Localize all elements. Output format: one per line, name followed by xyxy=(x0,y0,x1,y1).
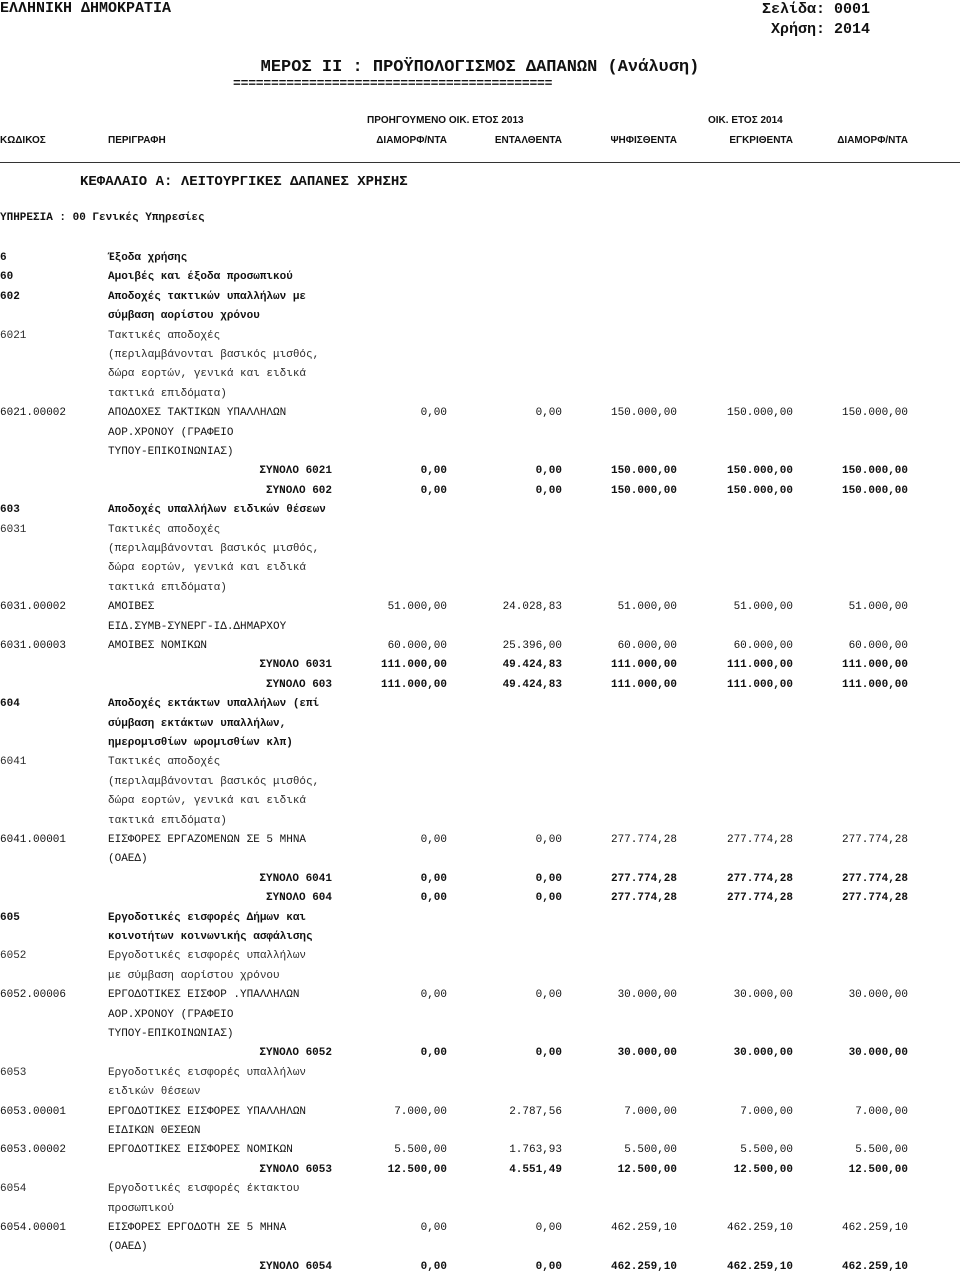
value-voted: 60.000,00 xyxy=(617,640,677,652)
table-row xyxy=(0,446,960,465)
value-voted: 111.000,00 xyxy=(610,659,677,672)
value-committed: 0,00 xyxy=(535,1047,562,1060)
table-row xyxy=(0,1086,960,1105)
table-row xyxy=(0,737,960,756)
value-adjusted-prev: 0,00 xyxy=(420,407,447,420)
table-row xyxy=(0,1203,960,1222)
table-row xyxy=(0,271,960,290)
row-description: Αποδοχές εκτάκτων υπαλλήλων (επί xyxy=(108,698,320,711)
value-adjusted-curr: 150.000,00 xyxy=(841,407,908,420)
value-adjusted-curr: 277.774,28 xyxy=(841,872,908,885)
value-adjusted-curr: 30.000,00 xyxy=(848,1047,908,1060)
row-code: 6053.00001 xyxy=(0,1105,67,1118)
value-voted: 51.000,00 xyxy=(617,601,677,614)
table-row xyxy=(0,989,960,1008)
row-total-label: ΣΥΝΟΛΟ 6021 xyxy=(259,465,332,478)
row-description: Εργοδοτικές εισφορές Δήμων και xyxy=(108,911,307,924)
table-row xyxy=(0,1067,960,1086)
service-heading: ΥΠΗΡΕΣΙΑ : 00 Γενικές Υπηρεσίες xyxy=(0,212,205,224)
value-committed: 49.424,83 xyxy=(502,659,562,672)
row-code: 6054 xyxy=(0,1183,27,1196)
row-description: ΕΙΔΙΚΩΝ ΘΕΣΕΩΝ xyxy=(108,1125,201,1137)
table-row xyxy=(0,718,960,737)
row-code: 6031.00002 xyxy=(0,601,67,614)
table-row xyxy=(0,912,960,931)
row-description: ΕΡΓΟΔΟΤΙΚΕΣ ΕΙΣΦΟΡ .ΥΠΑΛΛΗΛΩΝ xyxy=(108,989,300,1002)
row-code: 60 xyxy=(0,271,14,284)
row-description: Αποδοχές τακτικών υπαλλήλων με xyxy=(108,290,307,303)
table-row xyxy=(0,640,960,659)
value-adjusted-curr: 277.774,28 xyxy=(841,892,908,905)
col-header-code: ΚΩΔΙΚΟΣ xyxy=(0,135,46,146)
value-adjusted-prev: 0,00 xyxy=(420,1260,447,1273)
table-row xyxy=(0,349,960,368)
value-approved: 12.500,00 xyxy=(733,1163,793,1176)
row-description: ειδικών θέσεων xyxy=(108,1086,201,1099)
value-adjusted-curr: 51.000,00 xyxy=(848,601,908,614)
table-row xyxy=(0,368,960,387)
value-approved: 111.000,00 xyxy=(726,659,793,672)
page-info xyxy=(762,0,870,40)
row-description: ΤΥΠΟΥ-ΕΠΙΚΟΙΝΩΝΙΑΣ) xyxy=(108,446,234,458)
row-total-label: ΣΥΝΟΛΟ 604 xyxy=(265,892,332,905)
row-description: ΑΜΟΙΒΕΣ ΝΟΜΙΚΩΝ xyxy=(108,640,208,652)
value-adjusted-curr: 462.259,10 xyxy=(841,1260,908,1273)
row-code: 6021.00002 xyxy=(0,407,67,420)
row-description: κοινοτήτων κοινωνικής ασφάλισης xyxy=(108,931,313,943)
value-adjusted-curr: 12.500,00 xyxy=(848,1163,908,1176)
col-header-voted: ΨΗΦΙΣΘΕΝΤΑ xyxy=(610,135,677,146)
row-code: 6053 xyxy=(0,1066,27,1079)
row-description: τακτικά επιδόματα) xyxy=(108,387,227,400)
value-voted: 30.000,00 xyxy=(617,1047,677,1060)
value-committed: 0,00 xyxy=(535,465,562,478)
value-approved: 7.000,00 xyxy=(740,1105,793,1118)
value-approved: 150.000,00 xyxy=(726,407,793,420)
value-approved: 462.259,10 xyxy=(726,1222,793,1234)
value-committed: 0,00 xyxy=(535,1222,562,1234)
row-description: δώρα εορτών, γενικά και ειδικά xyxy=(108,795,307,808)
row-total-label: ΣΥΝΟΛΟ 6053 xyxy=(259,1163,332,1176)
row-description: ΕΙΔ.ΣΥΜΒ-ΣΥΝΕΡΓ-ΙΔ.ΔΗΜΑΡΧΟΥ xyxy=(108,620,287,633)
row-description: ΑΜΟΙΒΕΣ xyxy=(108,601,155,614)
value-adjusted-curr: 30.000,00 xyxy=(848,989,908,1002)
row-code: 6052.00006 xyxy=(0,989,67,1002)
table-row xyxy=(0,1028,960,1047)
total-row xyxy=(0,873,960,892)
value-voted: 30.000,00 xyxy=(617,989,677,1002)
row-description: (ΟΑΕΔ) xyxy=(108,1241,148,1254)
row-description: ΑΟΡ.ΧΡΟΝΟΥ (ΓΡΑΦΕΙΟ xyxy=(108,426,234,439)
value-committed: 0,00 xyxy=(535,484,562,497)
row-description: σύμβαση αορίστου χρόνου xyxy=(108,310,260,323)
row-description: ΕΡΓΟΔΟΤΙΚΕΣ ΕΙΣΦΟΡΕΣ ΝΟΜΙΚΩΝ xyxy=(108,1144,293,1157)
value-adjusted-prev: 12.500,00 xyxy=(387,1163,447,1176)
row-code: 6021 xyxy=(0,329,27,342)
row-description: ΕΙΣΦΟΡΕΣ ΕΡΓΑΖΟΜΕΝΩΝ ΣΕ 5 ΜΗΝΑ xyxy=(108,834,307,846)
table-row xyxy=(0,970,960,989)
row-description: (περιλαμβάνονται βασικός μισθός, xyxy=(108,543,320,555)
table-row xyxy=(0,582,960,601)
row-code: 6031.00003 xyxy=(0,640,67,652)
table-row xyxy=(0,621,960,640)
row-description: Τακτικές αποδοχές xyxy=(108,329,221,342)
row-description: ημερομισθίων ωρομισθίων κλπ) xyxy=(108,737,293,749)
value-committed: 1.763,93 xyxy=(509,1144,562,1157)
table-row xyxy=(0,815,960,834)
table-row xyxy=(0,407,960,426)
value-approved: 60.000,00 xyxy=(733,640,793,652)
table-row xyxy=(0,1241,960,1260)
value-adjusted-prev: 0,00 xyxy=(420,1047,447,1060)
row-code: 6 xyxy=(0,252,7,264)
table-row xyxy=(0,1183,960,1202)
value-adjusted-prev: 111.000,00 xyxy=(380,659,447,672)
row-total-label: ΣΥΝΟΛΟ 6041 xyxy=(259,872,332,885)
value-adjusted-curr: 60.000,00 xyxy=(848,640,908,652)
value-committed: 24.028,83 xyxy=(502,601,562,614)
value-voted: 5.500,00 xyxy=(624,1144,677,1157)
col-header-adjusted-prev: ΔΙΑΜΟΡΦ/ΝΤΑ xyxy=(376,135,447,146)
value-committed: 25.396,00 xyxy=(502,640,562,652)
row-code: 6031 xyxy=(0,523,27,536)
table-row xyxy=(0,252,960,271)
value-approved: 51.000,00 xyxy=(733,601,793,614)
total-row xyxy=(0,485,960,504)
table-row xyxy=(0,310,960,329)
row-description: (περιλαμβάνονται βασικός μισθός, xyxy=(108,775,320,788)
value-adjusted-prev: 111.000,00 xyxy=(380,678,447,691)
row-code: 604 xyxy=(0,698,20,711)
row-description: (περιλαμβάνονται βασικός μισθός, xyxy=(108,349,320,361)
curr-year-group-header: ΟΙΚ. ΕΤΟΣ 2014 xyxy=(708,115,783,126)
value-approved: 5.500,00 xyxy=(740,1144,793,1157)
row-code: 602 xyxy=(0,290,20,303)
value-adjusted-curr: 462.259,10 xyxy=(841,1222,908,1234)
table-row xyxy=(0,950,960,969)
table-row xyxy=(0,834,960,853)
value-adjusted-prev: 0,00 xyxy=(420,872,447,885)
value-voted: 277.774,28 xyxy=(610,892,677,905)
value-adjusted-curr: 111.000,00 xyxy=(841,659,908,672)
value-committed: 0,00 xyxy=(535,1260,562,1273)
chapter-heading: ΚΕΦΑΛΑΙΟ Α: ΛΕΙΤΟΥΡΓΙΚΕΣ ΔΑΠΑΝΕΣ ΧΡΗΣΗΣ xyxy=(80,174,408,190)
total-row xyxy=(0,659,960,678)
col-header-description: ΠΕΡΙΓΡΑΦΗ xyxy=(108,135,166,146)
value-committed: 0,00 xyxy=(535,407,562,420)
row-description: ΑΟΡ.ΧΡΟΝΟΥ (ΓΡΑΦΕΙΟ xyxy=(108,1008,234,1021)
prev-year-group-header: ΠΡΟΗΓΟΥΜΕΝΟ ΟΙΚ. ΕΤΟΣ 2013 xyxy=(367,115,524,126)
col-header-committed: ΕΝΤΑΛΘΕΝΤΑ xyxy=(494,135,562,146)
row-description: τακτικά επιδόματα) xyxy=(108,581,227,594)
value-voted: 7.000,00 xyxy=(624,1105,677,1118)
value-approved: 30.000,00 xyxy=(733,1047,793,1060)
total-row xyxy=(0,465,960,484)
value-committed: 49.424,83 xyxy=(502,678,562,691)
table-row xyxy=(0,562,960,581)
row-description: με σύμβαση αορίστου χρόνου xyxy=(108,969,280,982)
table-row xyxy=(0,853,960,872)
value-voted: 12.500,00 xyxy=(617,1163,677,1176)
table-row xyxy=(0,330,960,349)
table-row xyxy=(0,756,960,775)
table-row xyxy=(0,543,960,562)
value-adjusted-prev: 7.000,00 xyxy=(394,1105,447,1118)
row-description: δώρα εορτών, γενικά και ειδικά xyxy=(108,368,307,381)
value-approved: 462.259,10 xyxy=(726,1260,793,1273)
table-row xyxy=(0,1106,960,1125)
row-description: τακτικά επιδόματα) xyxy=(108,814,227,827)
total-row xyxy=(0,1261,960,1280)
total-row xyxy=(0,679,960,698)
row-code: 6041.00001 xyxy=(0,834,67,846)
row-description: Τακτικές αποδοχές xyxy=(108,523,221,536)
value-adjusted-prev: 60.000,00 xyxy=(387,640,447,652)
row-description: ΤΥΠΟΥ-ΕΠΙΚΟΙΝΩΝΙΑΣ) xyxy=(108,1028,234,1040)
value-approved: 150.000,00 xyxy=(726,465,793,478)
row-description: (ΟΑΕΔ) xyxy=(108,853,148,866)
row-description: Τακτικές αποδοχές xyxy=(108,756,221,769)
value-voted: 277.774,28 xyxy=(610,834,677,846)
value-adjusted-curr: 111.000,00 xyxy=(841,678,908,691)
value-voted: 150.000,00 xyxy=(610,465,677,478)
row-description: ΕΡΓΟΔΟΤΙΚΕΣ ΕΙΣΦΟΡΕΣ ΥΠΑΛΛΗΛΩΝ xyxy=(108,1105,307,1118)
value-voted: 111.000,00 xyxy=(610,678,677,691)
header-divider xyxy=(0,162,960,163)
value-adjusted-prev: 0,00 xyxy=(420,989,447,1002)
value-adjusted-curr: 7.000,00 xyxy=(855,1105,908,1118)
row-code: 6041 xyxy=(0,756,27,769)
table-row xyxy=(0,1009,960,1028)
value-committed: 0,00 xyxy=(535,872,562,885)
row-description: προσωπικού xyxy=(108,1202,175,1215)
value-approved: 277.774,28 xyxy=(726,872,793,885)
row-code: 6053.00002 xyxy=(0,1144,67,1157)
row-total-label: ΣΥΝΟΛΟ 603 xyxy=(265,678,332,691)
row-code: 603 xyxy=(0,504,20,517)
row-description: σύμβαση εκτάκτων υπαλλήλων, xyxy=(108,717,287,730)
value-adjusted-prev: 0,00 xyxy=(420,834,447,846)
value-committed: 4.551,49 xyxy=(509,1163,562,1176)
table-row xyxy=(0,524,960,543)
table-row xyxy=(0,427,960,446)
row-description: Εργοδοτικές εισφορές έκτακτου xyxy=(108,1183,300,1196)
value-voted: 150.000,00 xyxy=(610,484,677,497)
row-total-label: ΣΥΝΟΛΟ 6054 xyxy=(259,1260,332,1273)
value-approved: 150.000,00 xyxy=(726,484,793,497)
value-approved: 277.774,28 xyxy=(726,834,793,846)
row-description: Έξοδα χρήσης xyxy=(108,252,188,264)
value-committed: 0,00 xyxy=(535,834,562,846)
value-approved: 277.774,28 xyxy=(726,892,793,905)
row-description: Αποδοχές υπαλλήλων ειδικών θέσεων xyxy=(108,504,326,517)
value-approved: 111.000,00 xyxy=(726,678,793,691)
value-adjusted-curr: 5.500,00 xyxy=(855,1144,908,1157)
row-description: Εργοδοτικές εισφορές υπαλλήλων xyxy=(108,950,307,963)
total-row xyxy=(0,1164,960,1183)
table-row xyxy=(0,1125,960,1144)
value-adjusted-prev: 0,00 xyxy=(420,1222,447,1234)
value-adjusted-curr: 150.000,00 xyxy=(841,484,908,497)
value-adjusted-curr: 277.774,28 xyxy=(841,834,908,846)
row-code: 605 xyxy=(0,911,20,924)
value-voted: 462.259,10 xyxy=(610,1260,677,1273)
total-row xyxy=(0,1047,960,1066)
value-adjusted-prev: 5.500,00 xyxy=(394,1144,447,1157)
value-adjusted-curr: 150.000,00 xyxy=(841,465,908,478)
value-committed: 0,00 xyxy=(535,892,562,905)
table-row xyxy=(0,776,960,795)
table-row xyxy=(0,931,960,950)
page-number: Σελίδα: 0001 xyxy=(761,1,870,18)
value-adjusted-prev: 51.000,00 xyxy=(387,601,447,614)
value-approved: 30.000,00 xyxy=(733,989,793,1002)
table-row xyxy=(0,1222,960,1241)
row-description: ΑΠΟΔΟΧΕΣ ΤΑΚΤΙΚΩΝ ΥΠΑΛΛΗΛΩΝ xyxy=(108,407,287,420)
table-row xyxy=(0,601,960,620)
page-title: ΜΕΡΟΣ ΙΙ : ΠΡΟΫΠΟΛΟΓΙΣΜΟΣ ΔΑΠΑΝΩΝ (Ανάλυση) xyxy=(260,58,700,77)
table-row xyxy=(0,1144,960,1163)
row-description: δώρα εορτών, γενικά και ειδικά xyxy=(108,562,307,575)
state-header: ΕΛΛΗΝΙΚΗ ΔΗΜΟΚΡΑΤΙΑ xyxy=(0,0,172,17)
value-adjusted-prev: 0,00 xyxy=(420,484,447,497)
row-description: Αμοιβές και έξοδα προσωπικού xyxy=(108,271,293,284)
row-total-label: ΣΥΝΟΛΟ 6031 xyxy=(259,659,332,672)
fiscal-year: Χρήση: 2014 xyxy=(770,21,870,38)
value-committed: 2.787,56 xyxy=(509,1105,562,1118)
row-description: ΕΙΣΦΟΡΕΣ ΕΡΓΟΔΟΤΗ ΣΕ 5 ΜΗΝΑ xyxy=(108,1222,287,1234)
row-code: 6052 xyxy=(0,950,27,963)
row-code: 6054.00001 xyxy=(0,1222,67,1234)
table-row xyxy=(0,795,960,814)
table-row xyxy=(0,504,960,523)
col-header-approved: ΕΓΚΡΙΘΕΝΤΑ xyxy=(729,135,793,146)
row-description: Εργοδοτικές εισφορές υπαλλήλων xyxy=(108,1066,307,1079)
value-committed: 0,00 xyxy=(535,989,562,1002)
value-voted: 150.000,00 xyxy=(610,407,677,420)
value-voted: 277.774,28 xyxy=(610,872,677,885)
table-row xyxy=(0,291,960,310)
value-adjusted-prev: 0,00 xyxy=(420,465,447,478)
table-row xyxy=(0,388,960,407)
table-row xyxy=(0,698,960,717)
total-row xyxy=(0,892,960,911)
col-header-adjusted-curr: ΔΙΑΜΟΡΦ/ΝΤΑ xyxy=(837,135,908,146)
title-underline: ========================================== xyxy=(233,76,553,91)
value-voted: 462.259,10 xyxy=(610,1222,677,1234)
row-total-label: ΣΥΝΟΛΟ 602 xyxy=(265,484,332,497)
value-adjusted-prev: 0,00 xyxy=(420,892,447,905)
row-total-label: ΣΥΝΟΛΟ 6052 xyxy=(259,1047,332,1060)
